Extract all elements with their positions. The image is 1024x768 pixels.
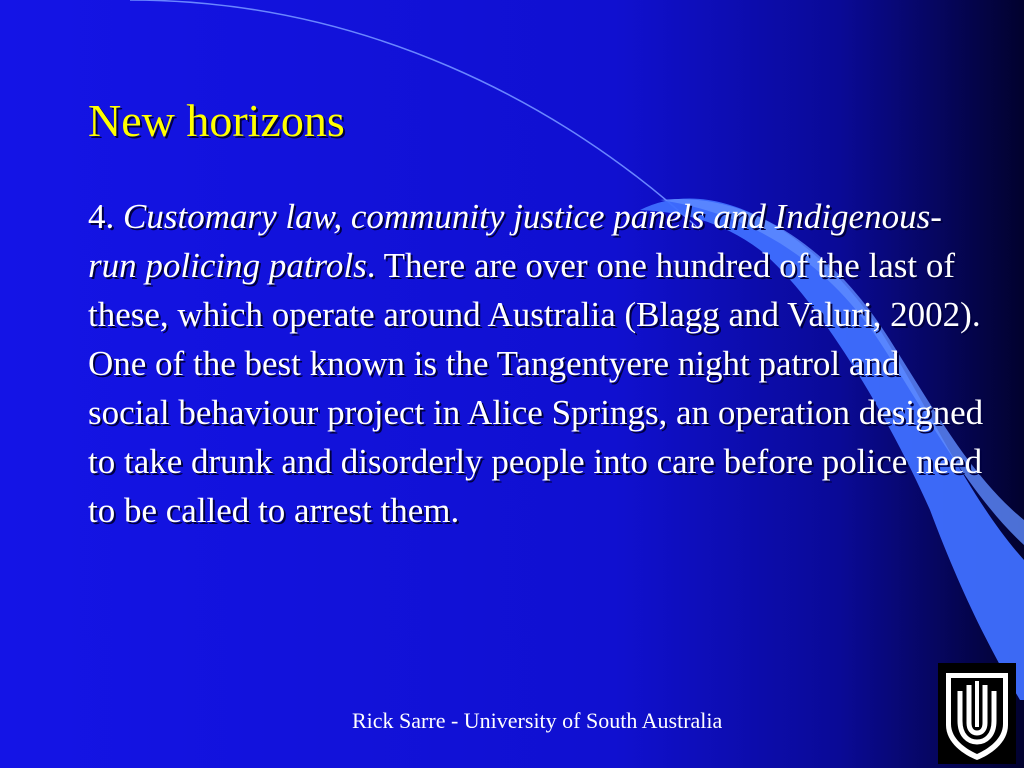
body-description: . There are over one hundred of the last of these, which operate around Australia (Blagg and Valuri, 2002). One of the best known is the Tangentyere night patrol and social behaviour project in Alice Springs, an operation designed to take drunk and disorderly people into care before police need to be called to arrest them. [88,246,984,530]
university-shield-icon [938,663,1016,764]
slide-title: New horizons [88,95,345,146]
item-number: 4. [88,197,123,236]
slide-body-paragraph [88,192,988,535]
university-logo [938,663,1016,764]
emphasized-topic: Customary law, community justice panels and Indigenous-run policing patrols [88,197,942,285]
footer-credit: Rick Sarre - University of South Australia [352,708,723,733]
